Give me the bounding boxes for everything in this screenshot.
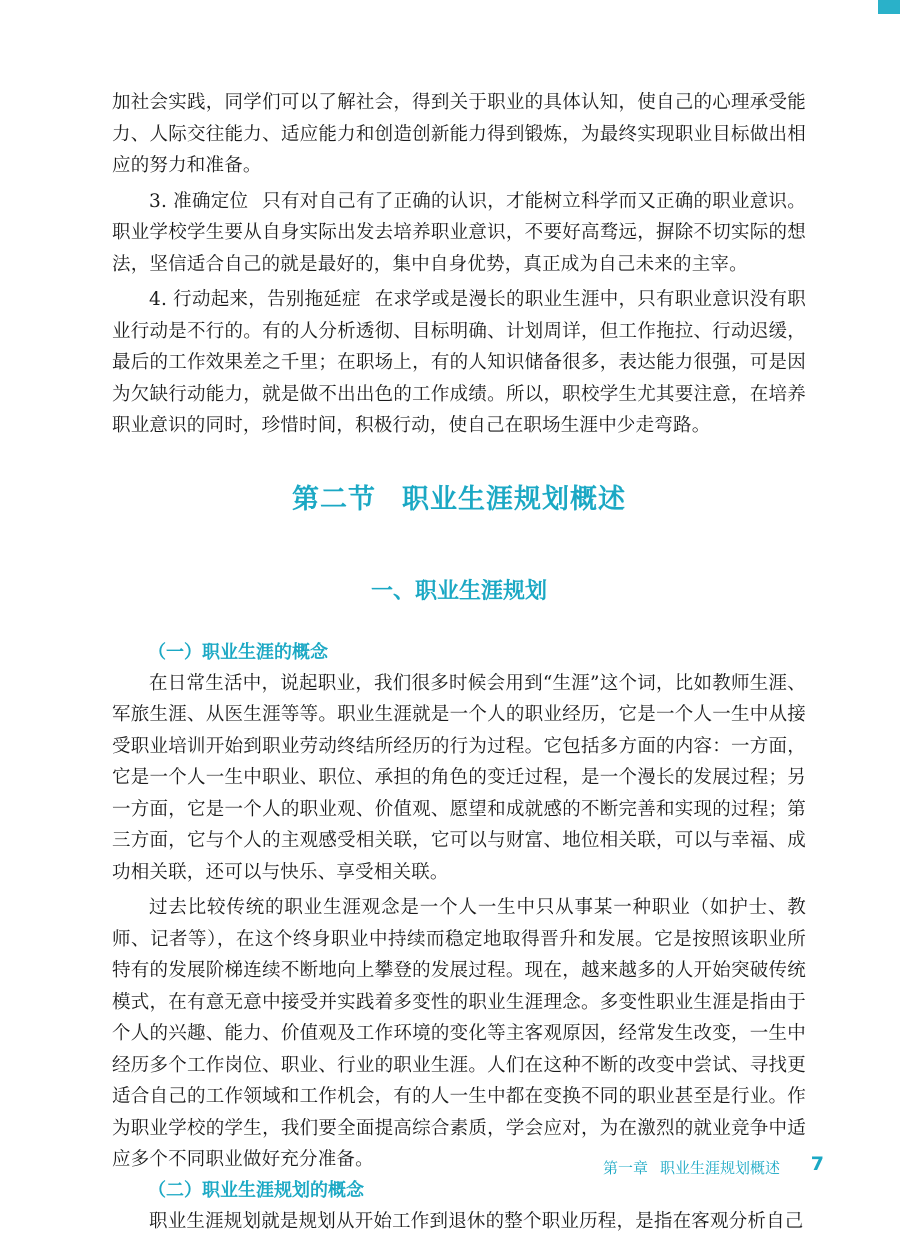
footer-chapter: 第一章 xyxy=(603,1159,648,1177)
paragraph: 在日常生活中，说起职业，我们很多时候会用到“生涯”这个词，比如教师生涯、军旅生涯、从医生涯等等。职业生涯就是一个人的职业经历，它是一个人一生中从接受职业培训开始到职业劳动终结所经历的行为过程。它包括多方面的内容：一方面，它是一个人一生中职业、职位、承担的角色的变迁过程，是一个漫长的发展过程；另一方面，它是一个人的职业观、价值观、愿望和成就感的不断完善和实现的过程；第三方面，它与个人的主观感受相关联，它可以与财富、地位相关联，可以与幸福、成功相关联，还可以与快乐、享受相关联。 xyxy=(112,668,806,889)
section-title xyxy=(112,478,806,522)
page-footer xyxy=(0,1153,900,1181)
section-number: 第二节 xyxy=(292,484,376,515)
paragraph: 职业生涯规划就是规划从开始工作到退休的整个职业历程，是指在客观分析自己 xyxy=(112,1206,806,1237)
paragraph-text: 在求学或是漫长的职业生涯中，只有职业意识没有职业行动是不行的。有的人分析透彻、目标明确、计划周详，但工作拖拉、行动迟缓，最后的工作效果差之千里；在职场上，有的人知识储备很多，表达能力很强，可是因为欠缺行动能力，就是做不出出色的工作成绩。所以，职校学生尤其要注意，在培养职业意识的同时，珍惜时间，积极行动，使自己在职场生涯中少走弯路。 xyxy=(112,289,806,436)
section-name: 职业生涯规划概述 xyxy=(402,484,626,515)
paragraph: 加社会实践，同学们可以了解社会，得到关于职业的具体认知，使自己的心理承受能力、人际交往能力、适应能力和创造创新能力得到锻炼，为最终实现职业目标做出相应的努力和准备。 xyxy=(112,87,806,182)
footer-chapter-title: 职业生涯规划概述 xyxy=(660,1159,780,1177)
paragraph-lead: 3. 准确定位 xyxy=(149,191,248,212)
paragraph-lead: 4. 行动起来，告别拖延症 xyxy=(149,289,361,310)
concept-title: （二）职业生涯规划的概念 xyxy=(148,1176,806,1206)
concept-title: （一）职业生涯的概念 xyxy=(148,638,806,668)
running-footer xyxy=(603,1157,780,1178)
paragraph xyxy=(112,284,806,442)
paragraph-text: 只有对自己有了正确的认识，才能树立科学而又正确的职业意识。职业学校学生要从自身实际出发去培养职业意识，不要好高骛远，摒除不切实际的想法，坚信适合自己的就是最好的，集中自身优势，真正成为自己未来的主宰。 xyxy=(112,191,806,275)
page-number: 7 xyxy=(811,1153,824,1175)
corner-color-tab xyxy=(878,0,900,14)
paragraph xyxy=(112,186,806,281)
page-body xyxy=(112,87,806,1237)
subsection-title: 一、职业生涯规划 xyxy=(112,574,806,610)
paragraph: 过去比较传统的职业生涯观念是一个人一生中只从事某一种职业（如护士、教师、记者等），在这个终身职业中持续而稳定地取得晋升和发展。它是按照该职业所特有的发展阶梯连续不断地向上攀登的发展过程。现在，越来越多的人开始突破传统模式，在有意无意中接受并实践着多变性的职业生涯理念。多变性职业生涯是指由于个人的兴趣、能力、价值观及工作环境的变化等主客观原因，经常发生改变，一生中经历多个工作岗位、职业、行业的职业生涯。人们在这种不断的改变中尝试、寻找更适合自己的工作领域和工作机会，有的人一生中都在变换不同的职业甚至是行业。作为职业学校的学生，我们要全面提高综合素质，学会应对，为在激烈的就业竞争中适应多个不同职业做好充分准备。 xyxy=(112,892,806,1176)
